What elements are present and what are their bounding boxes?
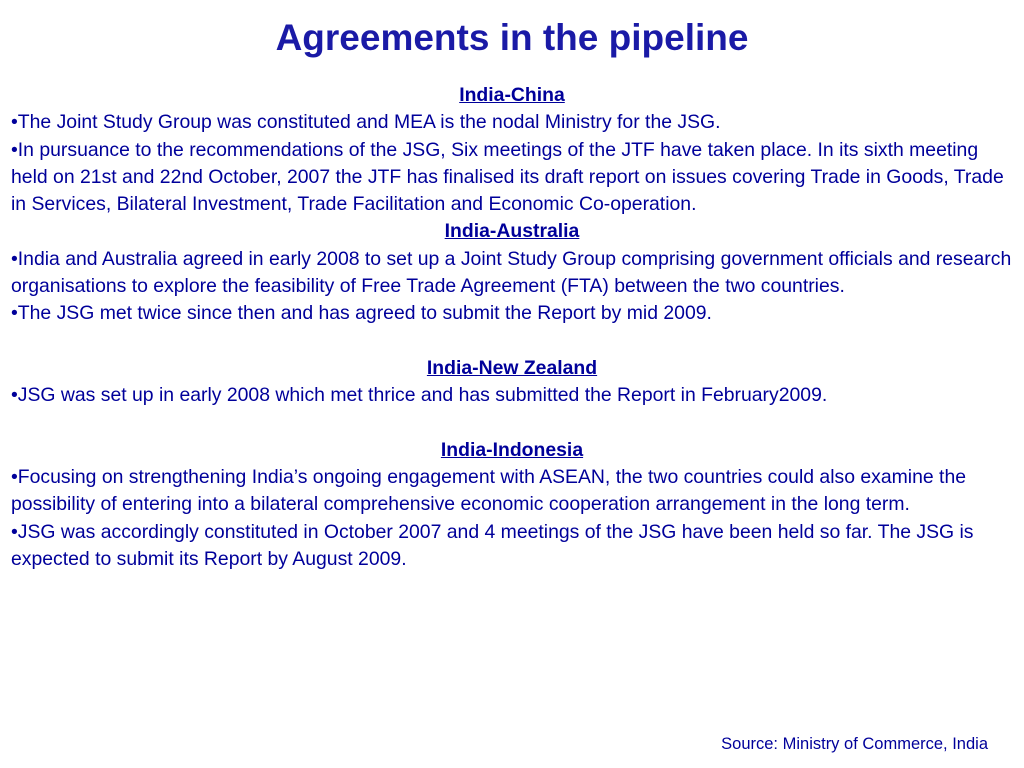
section-heading-india-australia: India-Australia xyxy=(444,220,580,243)
section-spacer xyxy=(11,328,1013,355)
section-heading-india-indonesia: India-Indonesia xyxy=(440,438,584,461)
section-india-china xyxy=(11,82,1013,218)
section-spacer xyxy=(11,410,1013,437)
slide-content xyxy=(11,82,1013,573)
bullet-item: •Focusing on strengthening India’s ongoing engagement with ASEAN, the two countries could also examine the possibility of entering into a bilateral comprehensive economic cooperation arrangement in the long term. xyxy=(11,466,967,516)
bullet-item: •JSG was set up in early 2008 which met thrice and has submitted the Report in February2009. xyxy=(11,384,828,407)
bullet-item: •In pursuance to the recommendations of the JSG, Six meetings of the JTF have taken place. In its sixth meeting held on 21st and 22nd October, 2007 the JTF has finalised its draft report on issues covering Trade in Goods, Trade in Services, Bilateral Investment, Trade Facilitation and Economic Co-operation. xyxy=(11,138,1004,216)
bullet-item: •The Joint Study Group was constituted and MEA is the nodal Ministry for the JSG. xyxy=(11,111,721,134)
section-india-new-zealand xyxy=(11,355,1013,410)
section-heading-india-china: India-China xyxy=(459,84,565,106)
bullet-item: •The JSG met twice since then and has agreed to submit the Report by mid 2009. xyxy=(11,302,712,325)
bullet-item: •JSG was accordingly constituted in October 2007 and 4 meetings of the JSG have been held so far. The JSG is expected to submit its Report by August 2009. xyxy=(11,520,974,571)
bullet-item: •India and Australia agreed in early 2008 to set up a Joint Study Group comprising government officials and research organisations to explore the feasibility of Free Trade Agreement (FTA) between the two countries. xyxy=(11,247,1012,298)
section-heading-india-new-zealand: India-New Zealand xyxy=(426,356,598,379)
section-india-indonesia xyxy=(11,437,1013,573)
section-india-australia xyxy=(11,218,1013,327)
source-note: Source: Ministry of Commerce, India xyxy=(721,735,988,753)
slide-title: Agreements in the pipeline xyxy=(275,17,749,58)
